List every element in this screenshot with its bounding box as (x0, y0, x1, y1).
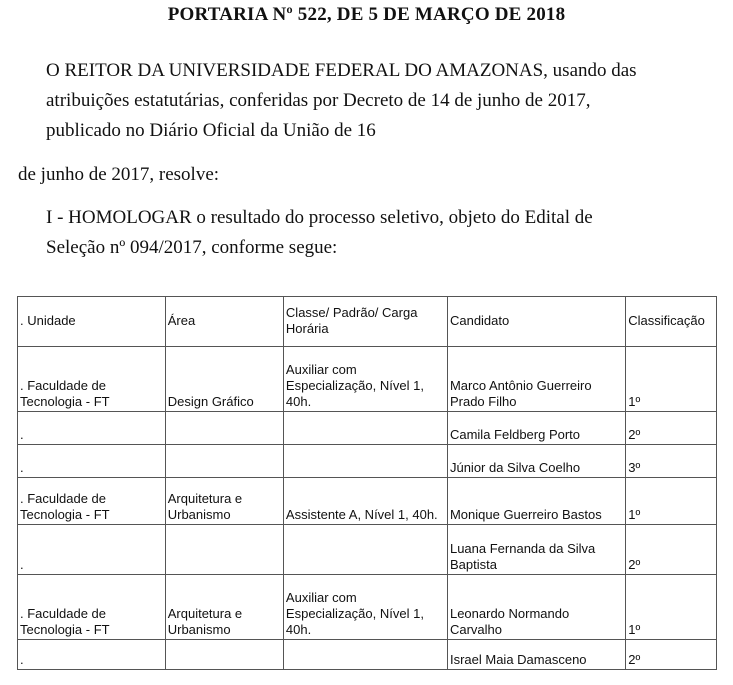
table-row (18, 412, 717, 445)
cell-unidade: . (18, 640, 166, 670)
header-unidade: . Unidade (18, 297, 166, 347)
paragraph-article-one (46, 203, 593, 263)
cell-classe (283, 445, 447, 478)
cell-area (165, 445, 283, 478)
cell-area: Arquitetura e Urbanismo (165, 575, 283, 640)
cell-classificacao: 2º (626, 412, 717, 445)
cell-classificacao: 1º (626, 478, 717, 525)
cell-classe (283, 412, 447, 445)
paragraph-line: I - HOMOLOGAR o resultado do processo seletivo, objeto do Edital de (46, 207, 593, 228)
cell-unidade: . Faculdade de Tecnologia - FT (18, 347, 166, 412)
cell-classe: Auxiliar com Especialização, Nível 1, 40h. (283, 347, 447, 412)
cell-classe (283, 640, 447, 670)
paragraph-line: Seleção nº 094/2017, conforme segue: (46, 237, 338, 258)
header-area: Área (165, 297, 283, 347)
paragraph-line: publicado no Diário Oficial da União de 16 (46, 120, 376, 141)
cell-unidade: . Faculdade de Tecnologia - FT (18, 575, 166, 640)
cell-classificacao: 2º (626, 640, 717, 670)
table-row (18, 525, 717, 575)
header-classe: Classe/ Padrão/ Carga Horária (283, 297, 447, 347)
header-candidato: Candidato (447, 297, 625, 347)
paragraph-line: O REITOR DA UNIVERSIDADE FEDERAL DO AMAZONAS, usando das (46, 60, 637, 81)
cell-candidato: Israel Maia Damasceno (447, 640, 625, 670)
cell-candidato: Júnior da Silva Coelho (447, 445, 625, 478)
cell-unidade: . (18, 445, 166, 478)
cell-classificacao: 1º (626, 575, 717, 640)
table-row (18, 640, 717, 670)
table-header-row (18, 297, 717, 347)
paragraph-resolve: de junho de 2017, resolve: (18, 164, 220, 185)
cell-unidade: . (18, 412, 166, 445)
cell-classificacao: 1º (626, 347, 717, 412)
cell-candidato: Monique Guerreiro Bastos (447, 478, 625, 525)
cell-area: Arquitetura e Urbanismo (165, 478, 283, 525)
cell-classificacao: 3º (626, 445, 717, 478)
cell-area (165, 640, 283, 670)
table-row (18, 575, 717, 640)
table-row (18, 445, 717, 478)
paragraph-preamble (46, 56, 637, 146)
cell-candidato: Camila Feldberg Porto (447, 412, 625, 445)
cell-candidato: Leonardo Normando Carvalho (447, 575, 625, 640)
cell-classificacao: 2º (626, 525, 717, 575)
cell-area: Design Gráfico (165, 347, 283, 412)
cell-candidato: Marco Antônio Guerreiro Prado Filho (447, 347, 625, 412)
cell-unidade: . Faculdade de Tecnologia - FT (18, 478, 166, 525)
cell-candidato: Luana Fernanda da Silva Baptista (447, 525, 625, 575)
cell-unidade: . (18, 525, 166, 575)
cell-classe (283, 525, 447, 575)
results-table (17, 296, 717, 670)
cell-area (165, 525, 283, 575)
cell-classe: Auxiliar com Especialização, Nível 1, 40h. (283, 575, 447, 640)
cell-classe: Assistente A, Nível 1, 40h. (283, 478, 447, 525)
page-title: PORTARIA Nº 522, DE 5 DE MARÇO DE 2018 (167, 4, 566, 25)
table-row (18, 478, 717, 525)
cell-area (165, 412, 283, 445)
header-classificacao: Classificação (626, 297, 717, 347)
table-row (18, 347, 717, 412)
paragraph-line: atribuições estatutárias, conferidas por Decreto de 14 de junho de 2017, (46, 90, 591, 111)
